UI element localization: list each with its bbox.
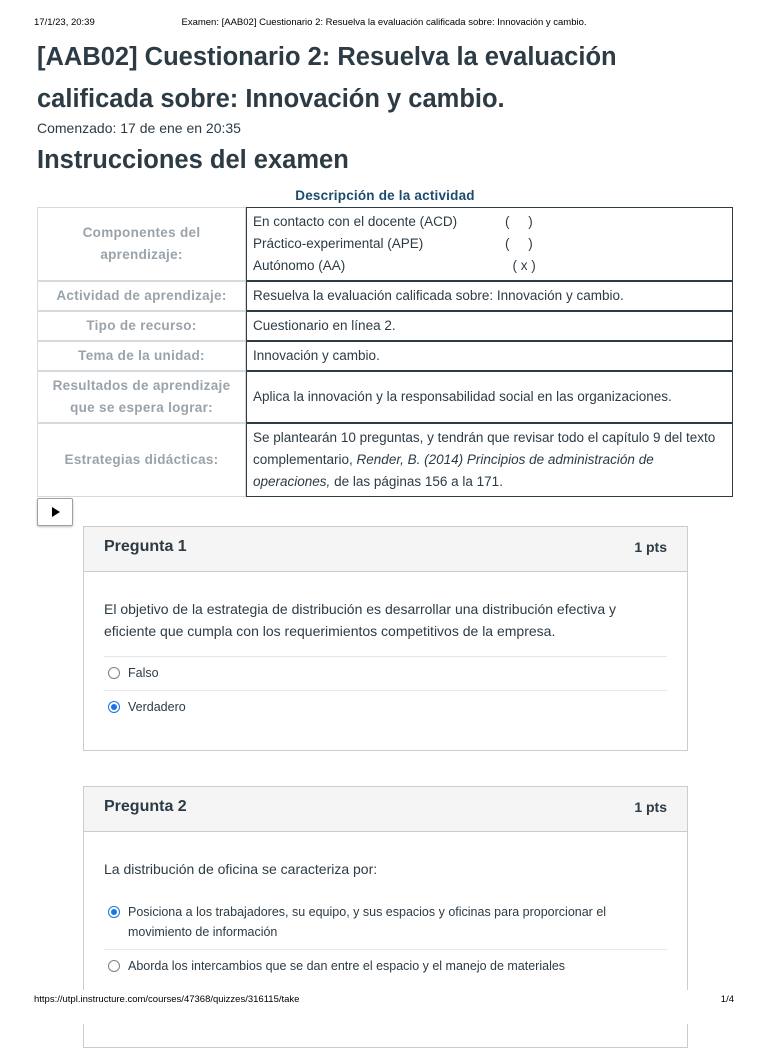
activity-table bbox=[37, 207, 733, 497]
resource-value: Cuestionario en línea 2. bbox=[246, 311, 733, 341]
theme-value: Innovación y cambio. bbox=[246, 341, 733, 371]
answer-list bbox=[104, 656, 667, 724]
answer-option[interactable] bbox=[104, 656, 667, 690]
component-name: Práctico-experimental (APE) bbox=[253, 236, 424, 251]
question-title: Pregunta 1 bbox=[104, 538, 187, 555]
strategies-value bbox=[246, 423, 733, 497]
component-name: En contacto con el docente (ACD) bbox=[253, 214, 458, 229]
question-title: Pregunta 2 bbox=[104, 798, 187, 815]
activity-label: Actividad de aprendizaje: bbox=[37, 281, 246, 311]
answer-label: Aborda los intercambios que se dan entre el espacio y el manejo de materiales bbox=[128, 959, 566, 973]
components-label: Componentes del aprendizaje: bbox=[37, 207, 246, 281]
quiz-started-time: Comenzado: 17 de ene en 20:35 bbox=[37, 120, 241, 136]
components-value bbox=[246, 207, 733, 281]
results-value: Aplica la innovación y la responsabilidad social en las organizaciones. bbox=[246, 371, 733, 423]
radio-checked-icon[interactable] bbox=[108, 701, 120, 713]
theme-label: Tema de la unidad: bbox=[37, 341, 246, 371]
strategies-reference: Render, B. (2014) Principios de administración de operaciones, bbox=[253, 452, 654, 489]
radio-unchecked-icon[interactable] bbox=[108, 960, 120, 972]
strategies-pages: de las páginas 156 a la 171. bbox=[330, 474, 503, 489]
activity-row-components bbox=[37, 207, 733, 281]
activity-row-results bbox=[37, 371, 733, 423]
radio-unchecked-icon[interactable] bbox=[108, 667, 120, 679]
component-mark: ( x ) bbox=[505, 258, 536, 273]
activity-row-resource bbox=[37, 311, 733, 341]
component-line bbox=[253, 233, 726, 255]
print-footer bbox=[34, 994, 734, 1008]
resource-label: Tipo de recurso: bbox=[37, 311, 246, 341]
question-text: El objetivo de la estrategia de distribución es desarrollar una distribución efectiva y eficiente que cumpla con los requerimientos competitivos de la empresa. bbox=[104, 601, 617, 639]
print-doc-title: Examen: [AAB02] Cuestionario 2: Resuelva la evaluación calificada sobre: Innovación y cambio. bbox=[181, 17, 587, 28]
activity-value: Resuelva la evaluación calificada sobre: Innovación y cambio. bbox=[246, 281, 733, 311]
expand-button[interactable] bbox=[37, 498, 73, 526]
question-points: 1 pts bbox=[634, 799, 667, 815]
answer-option[interactable] bbox=[104, 690, 667, 724]
question-card bbox=[83, 526, 688, 751]
activity-row-strategies bbox=[37, 423, 733, 497]
results-label: Resultados de aprendizaje que se espera lograr: bbox=[37, 371, 246, 423]
component-line bbox=[253, 211, 726, 233]
print-page-number: 1/4 bbox=[720, 994, 734, 1005]
quiz-title: [AAB02] Cuestionario 2: Resuelva la evaluación calificada sobre: Innovación y cambio. bbox=[37, 43, 617, 113]
component-mark: ( ) bbox=[505, 236, 533, 251]
question-text: La distribución de oficina se caracteriza por: bbox=[104, 861, 378, 877]
answer-option[interactable] bbox=[104, 896, 667, 949]
answer-label: Falso bbox=[128, 666, 159, 680]
component-name: Autónomo (AA) bbox=[253, 258, 346, 273]
answer-label: Verdadero bbox=[128, 700, 186, 714]
component-mark: ( ) bbox=[505, 214, 533, 229]
strategies-text: Se plantearán 10 preguntas, y tendrán que revisar todo el capítulo 9 del texto complementario, bbox=[253, 430, 716, 467]
print-datetime: 17/1/23, 20:39 bbox=[34, 17, 95, 28]
strategies-label: Estrategias didácticas: bbox=[37, 423, 246, 497]
question-points: 1 pts bbox=[634, 539, 667, 555]
answer-list bbox=[104, 896, 667, 983]
activity-row-theme bbox=[37, 341, 733, 371]
print-url: https://utpl.instructure.com/courses/47368/quizzes/316115/take bbox=[34, 994, 300, 1005]
question-header bbox=[84, 527, 687, 572]
activity-caption: Descripción de la actividad bbox=[295, 188, 475, 203]
answer-label: Posiciona a los trabajadores, su equipo, y sus espacios y oficinas para proporcionar el movimiento de información bbox=[128, 905, 607, 939]
component-line bbox=[253, 255, 726, 277]
question-header bbox=[84, 787, 687, 832]
answer-option[interactable] bbox=[104, 949, 667, 983]
print-header bbox=[34, 17, 734, 31]
activity-row-activity bbox=[37, 281, 733, 311]
instructions-heading: Instrucciones del examen bbox=[37, 146, 349, 174]
play-triangle-icon bbox=[51, 507, 60, 517]
radio-checked-icon[interactable] bbox=[108, 906, 120, 918]
